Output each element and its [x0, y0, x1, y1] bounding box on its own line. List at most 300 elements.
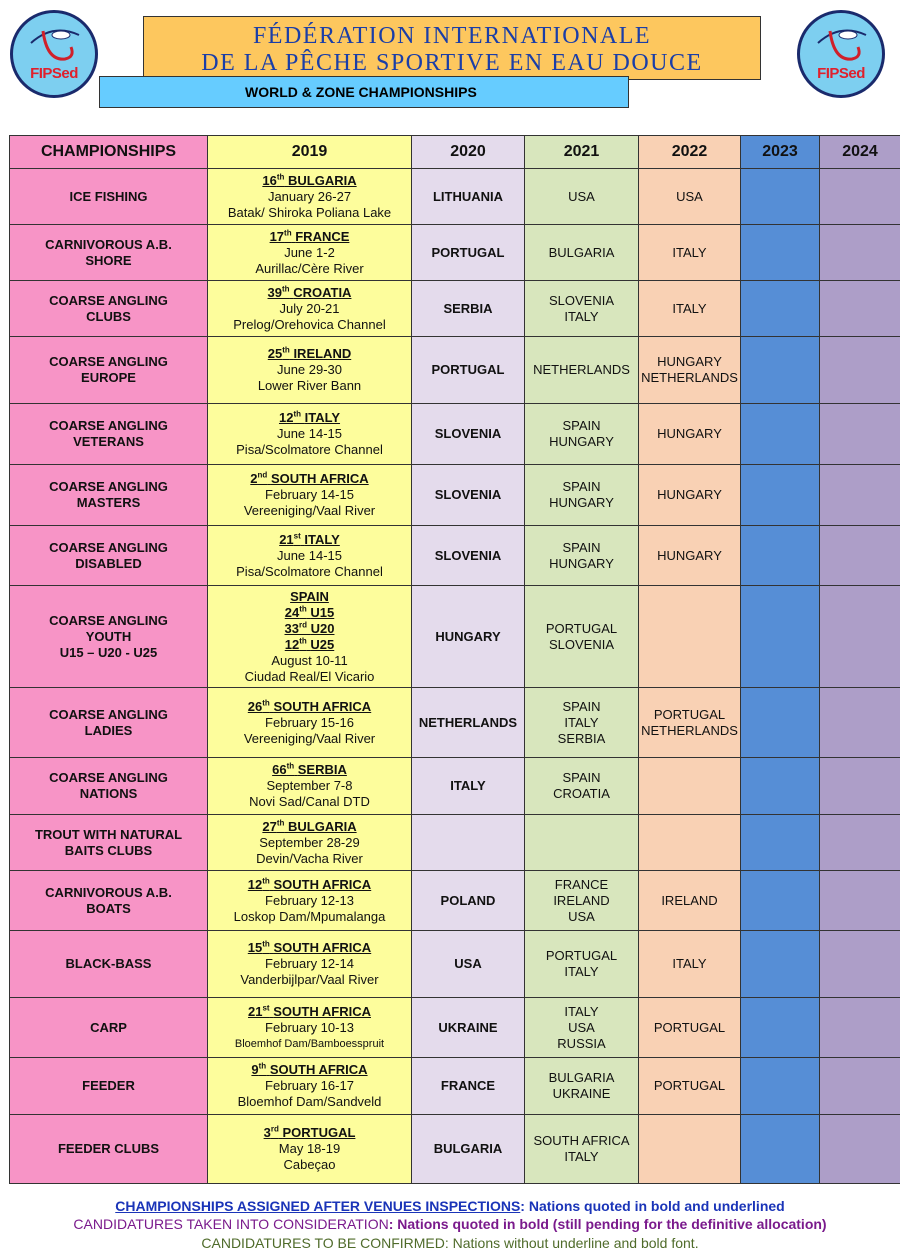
candidate-nation: HUNGARY: [657, 426, 722, 441]
table-row: [10, 225, 900, 281]
championship-name-line: TROUT WITH NATURAL: [34, 826, 183, 842]
ordinal: 21: [279, 531, 294, 547]
category-label: U15: [310, 604, 335, 620]
event-dates: June 14-15: [276, 547, 343, 563]
ordinal-suffix: th: [282, 284, 290, 294]
header-2021: 2021: [525, 136, 639, 169]
cell-2023: [741, 586, 820, 688]
cell-2022: [639, 465, 741, 526]
cell-2020: NETHERLANDS: [412, 688, 525, 758]
championship-name-line: COARSE ANGLING: [49, 292, 168, 308]
cell-2020: FRANCE: [412, 1058, 525, 1115]
championship-name-cell: [10, 998, 208, 1058]
cell-2021: [525, 1058, 639, 1115]
table-row: [10, 404, 900, 465]
ordinal-suffix: th: [282, 345, 290, 355]
cell-2022: [639, 688, 741, 758]
ordinal-suffix: st: [262, 1003, 270, 1013]
logo-text: FIPSed: [30, 65, 78, 82]
championship-name-cell: [10, 225, 208, 281]
cell-2021: [525, 337, 639, 404]
ordinal-suffix: th: [262, 939, 270, 949]
table-row: [10, 1058, 900, 1115]
candidate-nation: NETHERLANDS: [641, 722, 738, 738]
event-venue: Pisa/Scolmatore Channel: [236, 563, 383, 579]
championship-name-cell: [10, 758, 208, 815]
candidate-nation: PORTUGAL: [653, 1019, 726, 1035]
table-row: [10, 465, 900, 526]
event-dates: February 16-17: [265, 1078, 354, 1093]
cell-2023: [741, 404, 820, 465]
ordinal: 21: [248, 1003, 263, 1019]
championship-name-cell: [10, 871, 208, 931]
cell-2019: [208, 1058, 412, 1115]
candidate-nation: IRELAND: [661, 892, 718, 908]
candidate-nation: HUNGARY: [549, 495, 614, 510]
championship-name-line: CARNIVOROUS A.B.: [45, 236, 172, 252]
championship-name-cell: [10, 586, 208, 688]
table-row: [10, 871, 900, 931]
championship-name-cell: [10, 404, 208, 465]
venue-country: BULGARIA: [288, 818, 357, 834]
cell-2023: [741, 465, 820, 526]
cell-2020: ITALY: [412, 758, 525, 815]
championship-name-line: DISABLED: [75, 555, 142, 571]
table-body: [10, 169, 900, 1184]
cell-2022: [639, 586, 741, 688]
event-venue: Novi Sad/Canal DTD: [249, 794, 370, 809]
cell-2024: [820, 526, 900, 586]
candidate-nation: SPAIN: [562, 418, 601, 433]
venue-country: SOUTH AFRICA: [273, 1003, 371, 1019]
ordinal: 3: [263, 1125, 271, 1140]
event-dates: September 28-29: [259, 834, 360, 850]
event-venue: Pisa/Scolmatore Channel: [236, 442, 383, 457]
candidate-nation: ITALY: [672, 300, 707, 316]
edition-heading: [208, 819, 411, 835]
edition-heading: [208, 285, 411, 301]
cell-2022: [639, 526, 741, 586]
cell-2023: [741, 871, 820, 931]
event-dates: February 10-13: [265, 1019, 354, 1035]
header-2019: 2019: [208, 136, 412, 169]
youth-category: [208, 637, 411, 653]
cell-2024: [820, 169, 900, 225]
edition-heading: [208, 699, 411, 715]
championship-name-line: EUROPE: [81, 370, 136, 385]
cell-2020: PORTUGAL: [412, 337, 525, 404]
candidate-nation: PORTUGAL: [545, 948, 618, 963]
cell-2019: [208, 169, 412, 225]
legend-value-consideration: : Nations quoted in bold (still pending for the definitive allocation): [388, 1216, 827, 1232]
header-2020: 2020: [412, 136, 525, 169]
candidate-nation: USA: [676, 188, 703, 204]
fishing-hook-icon: [800, 13, 882, 95]
cell-2024: [820, 815, 900, 871]
ordinal: 24: [284, 604, 300, 620]
event-venue: Bloemhof Dam/Sandveld: [237, 1094, 382, 1109]
ordinal: 33: [284, 620, 299, 636]
cell-2021: [525, 169, 639, 225]
header-championships: CHAMPIONSHIPS: [10, 136, 208, 169]
championship-name-line: BLACK-BASS: [65, 956, 152, 971]
candidate-nation: USA: [568, 1019, 595, 1035]
cell-2022: [639, 337, 741, 404]
table-row: [10, 688, 900, 758]
cell-2019: [208, 1115, 412, 1184]
legend-line-3: [0, 1234, 900, 1252]
candidate-nation: PORTUGAL: [653, 1078, 726, 1093]
venue-country: FRANCE: [295, 228, 350, 244]
venue-country: SOUTH AFRICA: [270, 471, 369, 486]
legend-line-2: [0, 1215, 900, 1233]
event-venue: Lower River Bann: [257, 378, 362, 393]
candidate-nation: HUNGARY: [549, 555, 614, 571]
table-row: [10, 998, 900, 1058]
table-row: [10, 281, 900, 337]
championship-name-line: COARSE ANGLING: [49, 770, 168, 785]
cell-2023: [741, 169, 820, 225]
fipsed-logo-right: [797, 10, 885, 98]
cell-2020: UKRAINE: [412, 998, 525, 1058]
cell-2021: [525, 526, 639, 586]
cell-2019: [208, 998, 412, 1058]
legend-key-consideration: CANDIDATURES TAKEN INTO CONSIDERATION: [73, 1216, 389, 1232]
ordinal-suffix: th: [262, 876, 270, 886]
event-dates: June 1-2: [284, 244, 335, 260]
venue-country: IRELAND: [293, 346, 352, 361]
candidate-nation: ITALY: [672, 956, 707, 971]
fishing-hook-icon: [13, 13, 95, 95]
table-row: [10, 815, 900, 871]
cell-2020: PORTUGAL: [412, 225, 525, 281]
event-venue: Loskop Dam/Mpumalanga: [233, 908, 386, 924]
table-row: [10, 586, 900, 688]
venue-country: ITALY: [304, 531, 340, 547]
ordinal: 15: [247, 940, 263, 955]
cell-2020: POLAND: [412, 871, 525, 931]
championship-name-line: CLUBS: [86, 308, 131, 324]
edition-heading: [208, 1125, 411, 1141]
cell-2019: [208, 225, 412, 281]
cell-2019: [208, 281, 412, 337]
ordinal-suffix: nd: [257, 470, 268, 480]
candidate-nation: USA: [568, 188, 595, 204]
candidate-nation: SPAIN: [562, 698, 601, 714]
event-venue: Cabeçao: [283, 1157, 336, 1172]
candidate-nation: BULGARIA: [548, 1070, 615, 1085]
event-dates: August 10-11: [271, 652, 348, 668]
edition-heading: [208, 1004, 411, 1020]
championship-name-cell: [10, 169, 208, 225]
event-dates: February 15-16: [265, 714, 354, 730]
event-dates: June 14-15: [276, 426, 343, 441]
category-label: U25: [310, 636, 335, 652]
header-2022: 2022: [639, 136, 741, 169]
championship-name-line: NATIONS: [79, 786, 138, 801]
championship-name-line: CARP: [90, 1019, 127, 1035]
event-venue: Ciudad Real/El Vicario: [244, 668, 375, 684]
cell-2024: [820, 281, 900, 337]
event-venue: Vereeniging/Vaal River: [243, 730, 376, 746]
candidate-nation: HUNGARY: [657, 354, 722, 369]
championship-name-line: COARSE ANGLING: [49, 479, 168, 494]
candidate-nation: HUNGARY: [657, 487, 722, 502]
candidate-nation: USA: [568, 908, 595, 924]
championship-name-line: SHORE: [85, 252, 132, 268]
cell-2020: SERBIA: [412, 281, 525, 337]
cell-2019: [208, 586, 412, 688]
cell-2021: [525, 225, 639, 281]
ordinal: 27: [262, 818, 277, 834]
championship-name-cell: [10, 281, 208, 337]
championships-table: [9, 135, 900, 1184]
ordinal: 39: [267, 284, 282, 300]
cell-2022: [639, 871, 741, 931]
cell-2020: SLOVENIA: [412, 526, 525, 586]
candidate-nation: ITALY: [672, 244, 707, 260]
cell-2021: [525, 815, 639, 871]
championship-name-line: CARNIVOROUS A.B.: [45, 884, 172, 900]
championship-name-cell: [10, 815, 208, 871]
cell-2024: [820, 1115, 900, 1184]
candidate-nation: IRELAND: [553, 892, 610, 908]
edition-heading: [208, 471, 411, 487]
cell-2020: LITHUANIA: [412, 169, 525, 225]
cell-2023: [741, 526, 820, 586]
legend-value-assigned: : Nations quoted in bold and underlined: [520, 1198, 785, 1214]
championship-name-cell: [10, 1115, 208, 1184]
championship-name-line: ICE FISHING: [69, 188, 148, 204]
championship-name-cell: [10, 526, 208, 586]
header-row: [10, 136, 900, 169]
cell-2019: [208, 815, 412, 871]
event-dates: February 12-13: [265, 892, 354, 908]
cell-2019: [208, 526, 412, 586]
candidate-nation: SERBIA: [557, 730, 606, 746]
event-dates: June 29-30: [276, 362, 343, 377]
ordinal-suffix: rd: [298, 620, 307, 630]
event-dates: February 14-15: [265, 487, 354, 502]
ordinal-suffix: th: [258, 1061, 267, 1071]
cell-2022: [639, 404, 741, 465]
cell-2023: [741, 998, 820, 1058]
ordinal: 66: [272, 762, 287, 777]
table-row: [10, 758, 900, 815]
cell-2024: [820, 465, 900, 526]
championship-name-line: COARSE ANGLING: [49, 539, 168, 555]
event-venue: Bloemhof Dam/Bamboesspruit: [234, 1037, 385, 1050]
event-dates: May 18-19: [278, 1141, 341, 1156]
ordinal-suffix: th: [276, 818, 285, 828]
cell-2021: [525, 1115, 639, 1184]
candidate-nation: ITALY: [564, 964, 599, 979]
table-row: [10, 931, 900, 998]
candidate-nation: BULGARIA: [548, 244, 615, 260]
venue-country: BULGARIA: [288, 172, 357, 188]
venue-country: SOUTH AFRICA: [273, 876, 372, 892]
youth-category: [208, 605, 411, 621]
championship-name-line: BOATS: [86, 900, 131, 916]
candidate-nation: ITALY: [564, 714, 599, 730]
event-venue: Vereeniging/Vaal River: [243, 503, 376, 518]
championship-name-line: COARSE ANGLING: [49, 612, 168, 628]
cell-2022: [639, 1058, 741, 1115]
cell-2019: [208, 688, 412, 758]
cell-2019: [208, 404, 412, 465]
ordinal-suffix: rd: [270, 1124, 279, 1134]
cell-2022: [639, 931, 741, 998]
event-dates: July 20-21: [279, 300, 340, 316]
cell-2021: [525, 688, 639, 758]
youth-category: [208, 621, 411, 637]
logo-text: FIPSed: [817, 65, 865, 82]
championship-name-line: COARSE ANGLING: [49, 418, 168, 433]
cell-2020: BULGARIA: [412, 1115, 525, 1184]
cell-2022: [639, 169, 741, 225]
championship-name-line: VETERANS: [73, 434, 144, 449]
cell-2020: USA: [412, 931, 525, 998]
championship-name-line: MASTERS: [76, 495, 141, 510]
edition-heading: [208, 1062, 411, 1078]
championship-name-line: FEEDER: [82, 1078, 135, 1093]
cell-2023: [741, 931, 820, 998]
edition-heading: [208, 940, 411, 956]
cell-2019: [208, 337, 412, 404]
ordinal-suffix: th: [286, 761, 295, 771]
ordinal-suffix: th: [284, 228, 292, 238]
championship-name-cell: [10, 465, 208, 526]
venue-country: PORTUGAL: [282, 1125, 356, 1140]
championship-name-line: LADIES: [84, 722, 133, 738]
cell-2020: [412, 815, 525, 871]
category-label: U20: [310, 620, 335, 636]
venue-country: ITALY: [304, 410, 341, 425]
cell-2024: [820, 337, 900, 404]
candidate-nation: HUNGARY: [549, 434, 614, 449]
event-venue: Aurillac/Cère River: [255, 260, 364, 276]
ordinal-suffix: th: [276, 172, 285, 182]
championship-name-line: BAITS CLUBS: [64, 842, 153, 858]
table-row: [10, 337, 900, 404]
cell-2021: [525, 586, 639, 688]
championship-name-line: U15 – U20 - U25: [59, 644, 158, 660]
venue-country: SOUTH AFRICA: [273, 940, 372, 955]
subtitle-banner: WORLD & ZONE CHAMPIONSHIPS: [99, 76, 629, 108]
legend-value-to-confirm: : Nations without underline and bold font.: [444, 1235, 699, 1251]
ordinal-suffix: th: [299, 604, 307, 614]
event-venue: Vanderbijlpar/Vaal River: [240, 972, 379, 987]
legend-line-1: [0, 1197, 900, 1215]
candidate-nation: SLOVENIA: [548, 292, 615, 308]
event-venue: Devin/Vacha River: [256, 850, 363, 866]
candidate-nation: FRANCE: [554, 876, 609, 892]
candidate-nation: SPAIN: [562, 479, 601, 494]
ordinal-suffix: th: [299, 636, 307, 646]
event-venue: Prelog/Orehovica Channel: [233, 316, 386, 332]
cell-2023: [741, 1058, 820, 1115]
cell-2021: [525, 404, 639, 465]
table-row: [10, 169, 900, 225]
candidate-nation: SOUTH AFRICA: [533, 1133, 630, 1148]
cell-2024: [820, 1058, 900, 1115]
candidate-nation: ITALY: [564, 1003, 599, 1019]
cell-2019: [208, 465, 412, 526]
edition-heading: [208, 762, 411, 778]
cell-2021: [525, 871, 639, 931]
header-2023: 2023: [741, 136, 820, 169]
table-row: [10, 1115, 900, 1184]
candidate-nation: PORTUGAL: [545, 620, 618, 636]
edition-heading: [208, 532, 411, 548]
cell-2024: [820, 998, 900, 1058]
candidate-nation: SLOVENIA: [548, 636, 615, 652]
ordinal-suffix: st: [293, 531, 301, 541]
cell-2020: SLOVENIA: [412, 465, 525, 526]
cell-2023: [741, 1115, 820, 1184]
candidate-nation: ITALY: [564, 1149, 599, 1164]
cell-2019: [208, 758, 412, 815]
edition-heading: [208, 173, 411, 189]
edition-heading: [208, 410, 411, 426]
ordinal: 16: [262, 172, 277, 188]
championship-name-cell: [10, 931, 208, 998]
cell-2023: [741, 337, 820, 404]
candidate-nation: NETHERLANDS: [533, 362, 630, 377]
ordinal: 26: [247, 698, 263, 714]
cell-2021: [525, 465, 639, 526]
cell-2021: [525, 758, 639, 815]
cell-2022: [639, 758, 741, 815]
cell-2023: [741, 225, 820, 281]
ordinal: 9: [251, 1062, 259, 1077]
cell-2022: [639, 815, 741, 871]
cell-2021: [525, 281, 639, 337]
ordinal: 25: [267, 346, 283, 361]
championship-name-line: FEEDER CLUBS: [57, 1141, 160, 1156]
event-dates: January 26-27: [267, 188, 352, 204]
cell-2023: [741, 758, 820, 815]
venue-country: SOUTH AFRICA: [273, 698, 372, 714]
cell-2022: [639, 225, 741, 281]
edition-heading: [208, 346, 411, 362]
cell-2024: [820, 871, 900, 931]
edition-heading: [208, 877, 411, 893]
legend-key-assigned: CHAMPIONSHIPS ASSIGNED AFTER VENUES INSPECTIONS: [115, 1198, 521, 1214]
candidate-nation: RUSSIA: [557, 1035, 606, 1051]
championship-name-line: COARSE ANGLING: [49, 354, 168, 369]
cell-2022: [639, 998, 741, 1058]
championship-name-cell: [10, 688, 208, 758]
candidate-nation: SPAIN: [562, 539, 601, 555]
championship-name-cell: [10, 337, 208, 404]
candidate-nation: UKRAINE: [552, 1086, 611, 1101]
cell-2024: [820, 931, 900, 998]
fipsed-logo-left: [10, 10, 98, 98]
cell-2022: [639, 1115, 741, 1184]
event-dates: September 7-8: [266, 778, 353, 793]
cell-2023: [741, 688, 820, 758]
cell-2020: SLOVENIA: [412, 404, 525, 465]
candidate-nation: HUNGARY: [657, 547, 722, 563]
cell-2024: [820, 688, 900, 758]
ordinal: 17: [269, 228, 285, 244]
venue-country: SPAIN: [290, 588, 329, 604]
title-line-2: DE LA PÊCHE SPORTIVE EN EAU DOUCE: [201, 50, 703, 76]
edition-heading: [208, 229, 411, 245]
table-row: [10, 526, 900, 586]
cell-2022: [639, 281, 741, 337]
